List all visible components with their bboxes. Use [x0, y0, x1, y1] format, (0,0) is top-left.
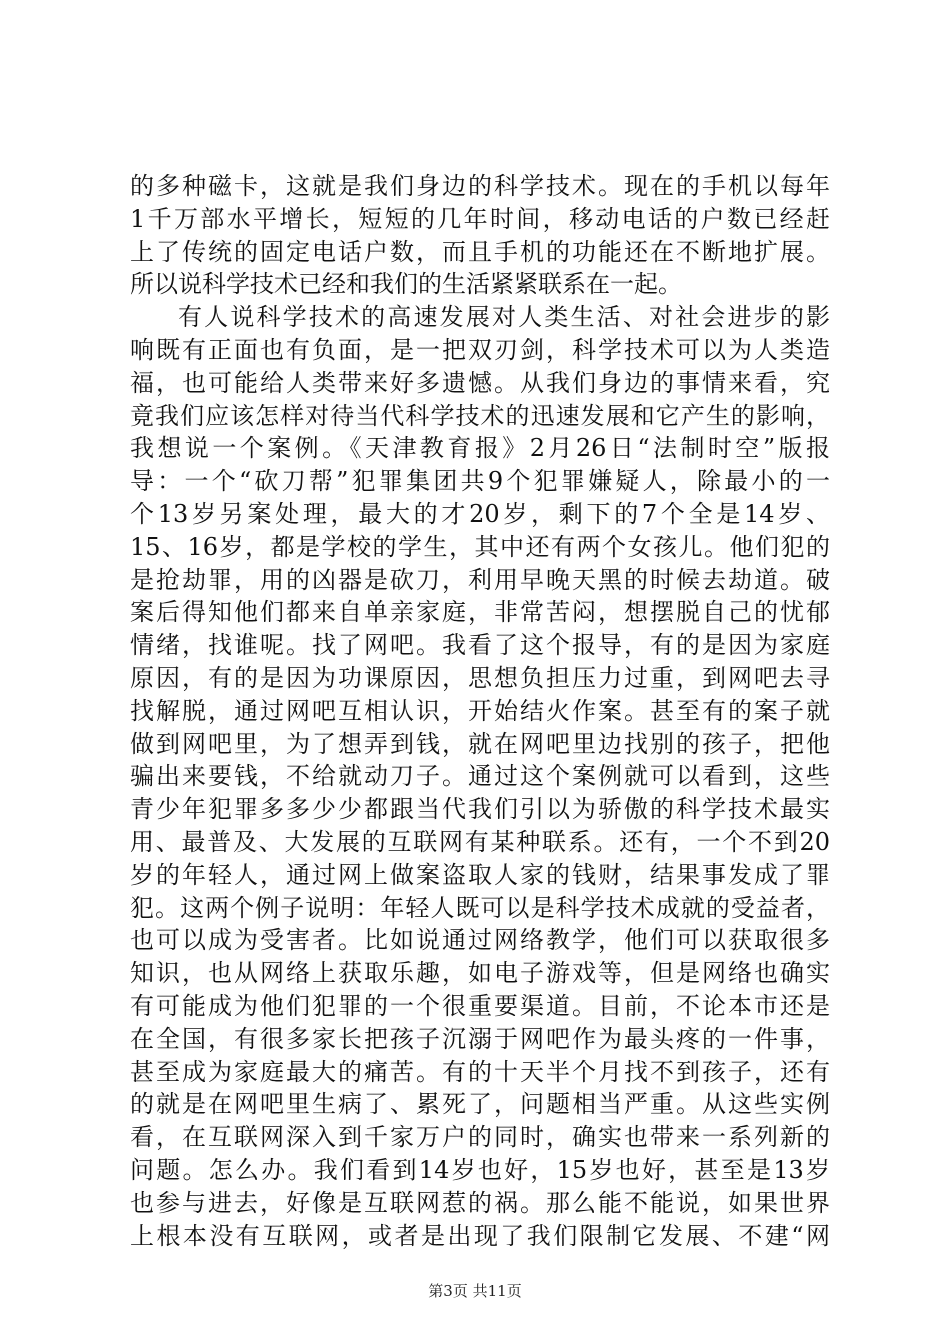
- text-line: 的就是在网吧里生病了、累死了，问题相当严重。从这些实例: [130, 1090, 830, 1119]
- text-line: 在全国，有很多家长把孩子沉溺于网吧作为最头疼的一件事，: [130, 1024, 830, 1053]
- text-line: 有可能成为他们犯罪的一个很重要渠道。目前，不论本市还是: [130, 991, 830, 1020]
- text-line: 犯。这两个例子说明：年轻人既可以是科学技术成就的受益者，: [130, 893, 830, 922]
- body-text: [130, 170, 830, 1252]
- text-line: 也可以成为受害者。比如说通过网络教学，他们可以获取很多: [130, 926, 830, 955]
- text-line: 我想说一个案例。《天津教育报》2月26日“法制时空”版报: [130, 434, 830, 463]
- text-line: 1千万部水平增长，短短的几年时间，移动电话的户数已经赶: [130, 204, 830, 233]
- text-line: 响既有正面也有负面，是一把双刃剑，科学技术可以为人类造: [130, 335, 830, 364]
- text-line: 情绪，找谁呢。找了网吧。我看了这个报导，有的是因为家庭: [130, 631, 830, 660]
- text-line: 个13岁另案处理，最大的才20岁，剩下的7个全是14岁、: [130, 499, 830, 528]
- text-line: 上了传统的固定电话户数，而且手机的功能还在不断地扩展。: [130, 237, 830, 266]
- text-line: 知识，也从网络上获取乐趣，如电子游戏等，但是网络也确实: [130, 959, 830, 988]
- text-line: 的多种磁卡，这就是我们身边的科学技术。现在的手机以每年: [130, 172, 830, 200]
- text-line: 案后得知他们都来自单亲家庭，非常苦闷，想摆脱自己的忧郁: [130, 598, 830, 627]
- page-number-footer: 第3页 共11页: [428, 1282, 522, 1300]
- paragraph-first-line: 有人说科学技术的高速发展对人类生活、对社会进步的影: [178, 303, 830, 332]
- text-line: 找解脱，通过网吧互相认识，开始结火作案。甚至有的案子就: [130, 696, 830, 725]
- text-line: 甚至成为家庭最大的痛苦。有的十天半个月找不到孩子，还有: [130, 1057, 830, 1086]
- text-line: 原因，有的是因为功课原因，思想负担压力过重，到网吧去寻: [130, 663, 830, 692]
- text-line: 也参与进去，好像是互联网惹的祸。那么能不能说，如果世界: [130, 1188, 830, 1217]
- text-line: 看，在互联网深入到千家万户的同时，确实也带来一系列新的: [130, 1123, 830, 1152]
- text-line: 做到网吧里，为了想弄到钱，就在网吧里边找别的孩子，把他: [130, 729, 830, 758]
- text-line: 福，也可能给人类带来好多遗憾。从我们身边的事情来看，究: [130, 368, 830, 397]
- text-line: 问题。怎么办。我们看到14岁也好，15岁也好，甚至是13岁: [130, 1155, 830, 1184]
- text-line: 竟我们应该怎样对待当代科学技术的迅速发展和它产生的影响，: [130, 401, 830, 430]
- text-line: 青少年犯罪多多少少都跟当代我们引以为骄傲的科学技术最实: [130, 795, 830, 824]
- text-line: 是抢劫罪，用的凶器是砍刀，利用早晚天黑的时候去劫道。破: [130, 565, 830, 594]
- text-line: 用、最普及、大发展的互联网有某种联系。还有，一个不到20: [130, 827, 830, 856]
- text-line: 15、16岁，都是学校的学生，其中还有两个女孩儿。他们犯的: [130, 532, 830, 561]
- text-line: 导：一个“砍刀帮”犯罪集团共9个犯罪嫌疑人，除最小的一: [130, 467, 830, 496]
- text-line: 所以说科学技术已经和我们的生活紧紧联系在一起。: [130, 270, 682, 299]
- text-line: 岁的年轻人，通过网上做案盗取人家的钱财，结果事发成了罪: [130, 860, 830, 889]
- text-line: 上根本没有互联网，或者是出现了我们限制它发展、不建“网: [130, 1221, 830, 1250]
- text-line: 骗出来要钱，不给就动刀子。通过这个案例就可以看到，这些: [130, 762, 830, 791]
